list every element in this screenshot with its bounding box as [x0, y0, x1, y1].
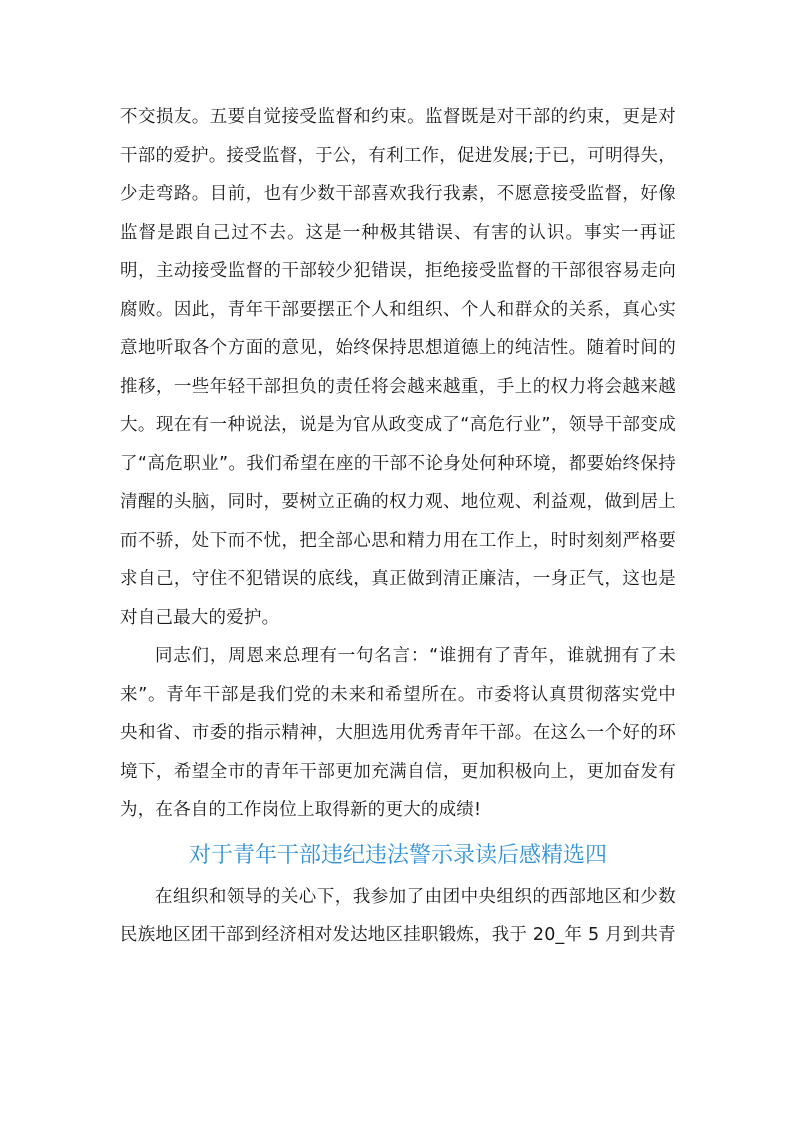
body-paragraph-secondment: 在组织和领导的关心下，我参加了由团中央组织的西部地区和少数民族地区团干部到经济相对发达地区挂职锻炼，我于 20_年 5 月到共青	[120, 886, 676, 945]
body-paragraph-youth-cadres: 同志们，周恩来总理有一句名言：“谁拥有了青年，谁就拥有了未来”。青年干部是我们党的未来和希望所在。市委将认真贯彻落实党中央和省、市委的指示精神，大胆选用优秀青年干部。在这么一个好的环境下，希望全市的青年干部更加充满自信，更加积极向上，更加奋发有为，在各自的工作岗位上取得新的更大的成绩!	[120, 646, 676, 820]
section-heading: 对于青年干部违纪违法警示录读后感精选四	[188, 842, 607, 868]
body-paragraph-supervision: 不交损友。五要自觉接受监督和约束。监督既是对干部的约束，更是对干部的爱护。接受监督，于公，有利工作，促进发展;于已，可明得失，少走弯路。目前，也有少数干部喜欢我行我素，不愿意接受监督，好像监督是跟自己过不去。这是一种极其错误、有害的认识。事实一再证明，主动接受监督的干部较少犯错误，拒绝接受监督的干部很容易走向腐败。因此，青年干部要摆正个人和组织、个人和群众的关系，真心实意地听取各个方面的意见，始终保持思想道德上的纯洁性。随着时间的推移，一些年轻干部担负的责任将会越来越重，手上的权力将会越来越大。现在有一种说法，说是为官从政变成了“高危行业”，领导干部变成了“高危职业”。我们希望在座的干部不论身处何种环境，都要始终保持清醒的头脑，同时，要树立正确的权力观、地位观、利益观，做到居上而不骄，处下而不忧，把全部心思和精力用在工作上，时时刻刻严格要求自己，守住不犯错误的底线，真正做到清正廉洁，一身正气，这也是对自己最大的爱护。	[120, 107, 676, 628]
document-page	[120, 98, 676, 955]
